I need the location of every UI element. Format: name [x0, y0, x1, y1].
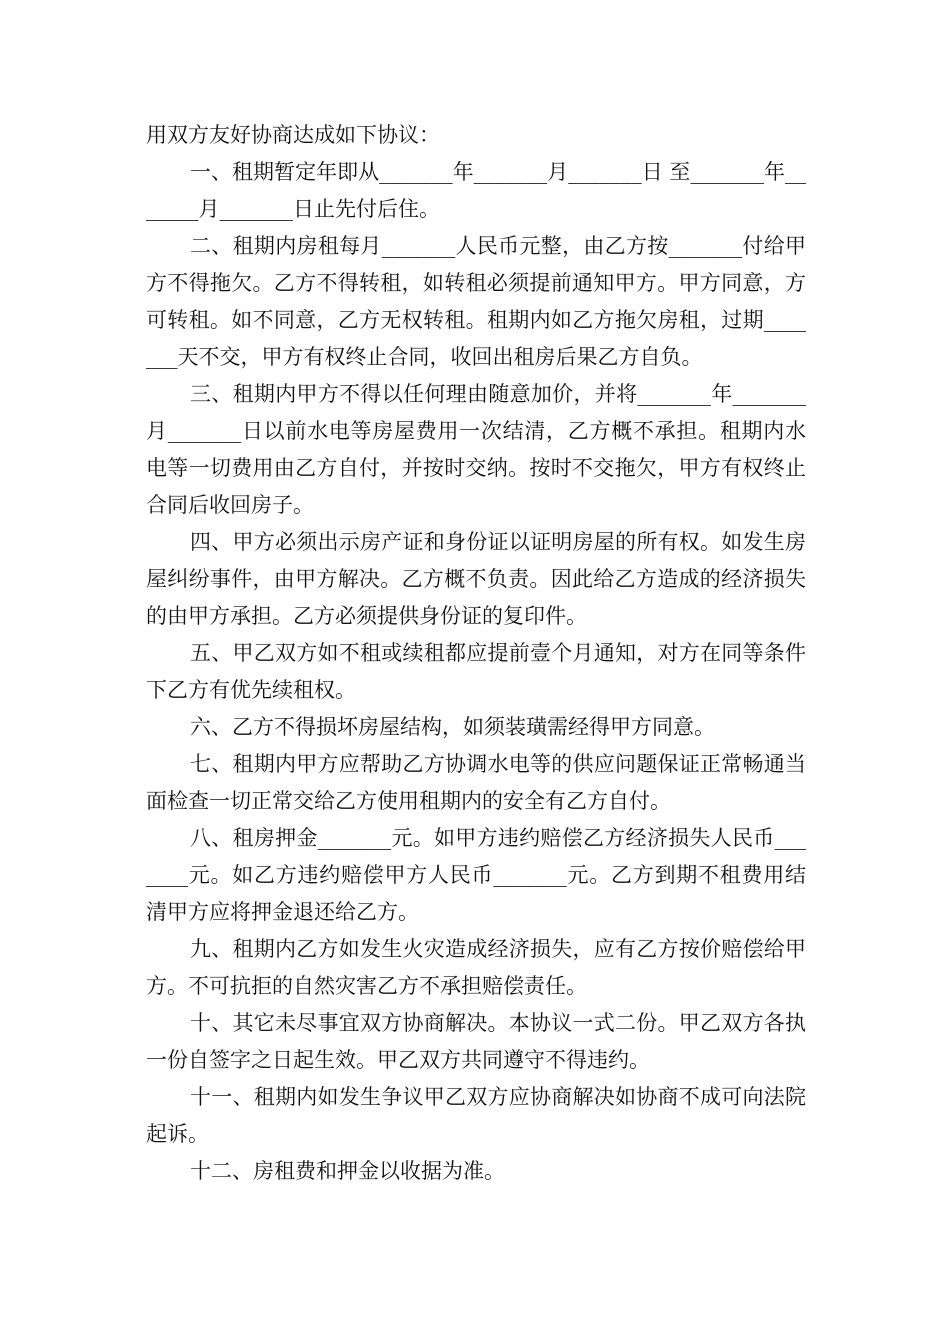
clause-9-fire-loss: 九、租期内乙方如发生火灾造成经济损失，应有乙方按价赔偿给甲方。不可抗拒的自然灾害乙方不承担赔偿责任。	[146, 937, 806, 998]
clause-4-ownership-proof: 四、甲方必须出示房产证和身份证以证明房屋的所有权。如发生房屋纠纷事件，由甲方解决。乙方概不负责。因此给乙方造成的经济损失的由甲方承担。乙方必须提供身份证的复印件。	[146, 530, 806, 628]
clause-8-deposit: 八、租房押金_______元。如甲方违约赔偿乙方经济损失人民币_______元。如乙方违约赔偿甲方人民币_______元。乙方到期不租费用结清甲方应将押金退还给乙方。	[146, 826, 806, 924]
clause-1-lease-term: 一、租期暂定年即从_______年_______月_______日 至_______年_______月_______日止先付后住。	[146, 160, 806, 221]
clause-2-rent-payment: 二、租期内房租每月_______人民币元整，由乙方按_______付给甲方不得拖欠。乙方不得转租，如转租必须提前通知甲方。甲方同意，方可转租。如不同意，乙方无权转租。租期内如乙方拖欠房租，过期_______天不交，甲方有权终止合同，收回出租房后果乙方自负。	[146, 234, 806, 369]
clause-11-disputes: 十一、租期内如发生争议甲乙双方应协商解决如协商不成可向法院起诉。	[146, 1085, 806, 1146]
intro-paragraph: 用双方友好协商达成如下协议：	[146, 123, 440, 147]
clause-3-no-price-increase: 三、租期内甲方不得以任何理由随意加价，并将_______年_______月_______日以前水电等房屋费用一次结清，乙方概不承担。租期内水电等一切费用由乙方自付，并按时交纳。按时不交拖欠，甲方有权终止合同后收回房子。	[146, 382, 806, 517]
clause-10-other-matters: 十、其它未尽事宜双方协商解决。本协议一式二份。甲乙双方各执一份自签字之日起生效。甲乙双方共同遵守不得违约。	[146, 1011, 806, 1072]
clause-7-utilities: 七、租期内甲方应帮助乙方协调水电等的供应问题保证正常畅通当面检查一切正常交给乙方使用租期内的安全有乙方自付。	[146, 752, 806, 813]
document-body	[146, 117, 806, 1190]
clause-12-receipts: 十二、房租费和押金以收据为准。	[190, 1159, 505, 1183]
clause-5-renewal-notice: 五、甲乙双方如不租或续租都应提前壹个月通知，对方在同等条件下乙方有优先续租权。	[146, 641, 806, 702]
clause-6-no-damage: 六、乙方不得损坏房屋结构，如须装璜需经得甲方同意。	[190, 715, 715, 739]
